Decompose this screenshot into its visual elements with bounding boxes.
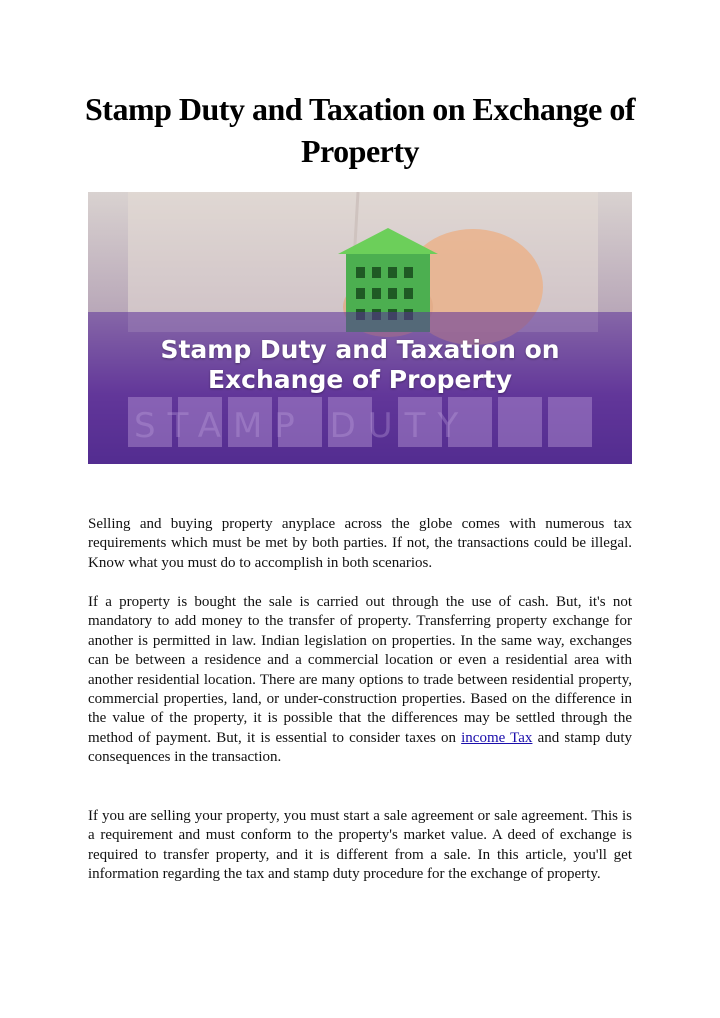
hero-title-line-1: Stamp Duty and Taxation on (160, 335, 560, 364)
paragraph-exchange (88, 593, 632, 768)
hero-image (88, 192, 632, 464)
paragraph-exchange-text: If a property is bought the sale is carried out through the use of cash. But, it's not mandatory to add money to the transfer of property. Transferring property exchange for another is permitted in law. Indian legislation on properties. In the same way, exchanges can be between a residence and a commercial location or even a residential area with another residential location. There are many options to trade between residential property, commercial properties, land, or under-construction properties. Based on the difference in the value of the property, it is possible that the differences may be settled through the method of payment. But, it is essential to consider taxes on (88, 594, 632, 746)
paragraph-intro: Selling and buying property anyplace across the globe comes with numerous tax requirements which must be met by both parties. If not, the transactions could be illegal. Know what you must do to accomplish in both scenarios. (88, 516, 632, 571)
paragraph-selling: If you are selling your property, you must start a sale agreement or sale agreement. This is a requirement and must conform to the property's market value. A deed of exchange is required to transfer property, and it is different from a sale. In this article, you'll get information regarding the tax and stamp duty procedure for the exchange of property. (88, 808, 632, 883)
hero-blocks-text: STAMP DUTY (134, 406, 471, 446)
income-tax-link[interactable]: income Tax (461, 729, 533, 746)
hero-title-line-2: Exchange of Property (207, 365, 513, 394)
page-title: Stamp Duty and Taxation on Exchange of Property (84, 91, 636, 169)
paragraph-exchange-text-end: and stamp duty consequences in the transaction. (88, 729, 633, 766)
